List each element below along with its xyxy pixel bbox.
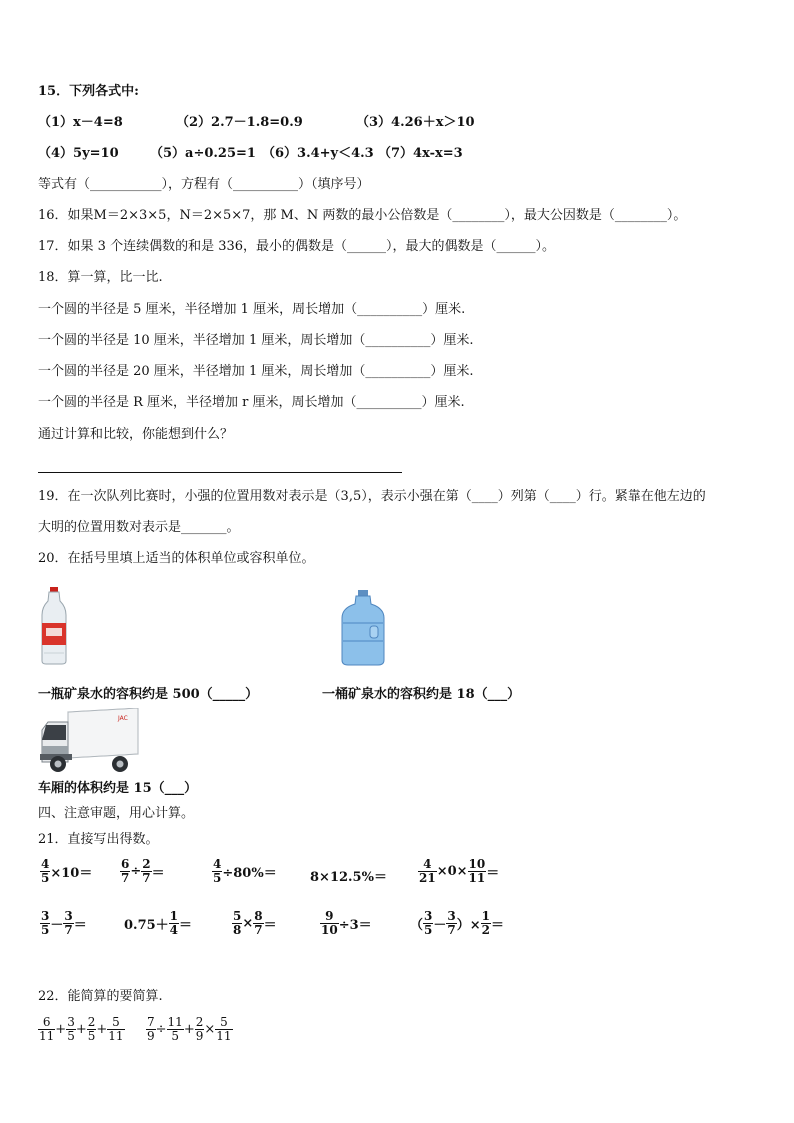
q15-item-7: （7）4x-x=3 xyxy=(378,146,463,161)
q18-line-1: 一个圆的半径是 5 厘米，半径增加 1 厘米，周长增加（__________）厘米. xyxy=(38,302,466,317)
q15-item-4: （4）5y=10 xyxy=(38,146,119,161)
q15-item-3: （3）4.26＋x＞10 xyxy=(356,115,475,130)
q15-item-5: （5）a÷0.25=1 xyxy=(150,146,256,161)
q22-title: 22．能简算的要简算. xyxy=(38,989,163,1004)
q21-r2-a: $\frac{3}{5}$ － $\frac{3}{7}$ ＝ xyxy=(41,909,87,937)
q18-title: 18．算一算，比一比. xyxy=(38,270,163,285)
water-jug-icon xyxy=(340,590,386,666)
q18-line-4: 一个圆的半径是 R 厘米，半径增加 r 厘米，周长增加（__________）厘米. xyxy=(38,395,465,410)
q18-line-3: 一个圆的半径是 20 厘米，半径增加 1 厘米，周长增加（__________）厘米. xyxy=(38,364,474,379)
q18-line-5: 通过计算和比较，你能想到什么？ xyxy=(38,427,234,442)
q21-title: 21．直接写出得数。 xyxy=(38,832,159,847)
truck-icon xyxy=(38,708,140,774)
q21-r2-d: $\frac{9}{10}$ ÷3＝ xyxy=(321,909,372,937)
q19-line-2: 大明的位置用数对表示是_______。 xyxy=(38,520,240,535)
q20-bottle-text: 一瓶矿泉水的容积约是 500（_____） xyxy=(38,687,259,702)
q22-expr-1: $\frac{6}{11}$ + $\frac{3}{5}$ + $\frac{2}{5}$ + $\frac{5}{11}$ xyxy=(39,1015,124,1043)
q18-line-2: 一个圆的半径是 10 厘米，半径增加 1 厘米，周长增加（__________）厘米. xyxy=(38,333,474,348)
q22-expr-2: $\frac{7}{9}$ ÷ $\frac{11}{5}$ + $\frac{2}{9}$ × $\frac{5}{11}$ xyxy=(147,1015,232,1043)
answer-rule xyxy=(38,472,402,473)
q17: 17．如果 3 个连续偶数的和是 336，最小的偶数是（______），最大的偶数是（______）。 xyxy=(38,239,556,254)
q15-item-6: （6）3.4+y＜4.3 xyxy=(262,146,374,161)
q15-item-1: （1）x－4=8 xyxy=(38,115,123,130)
section-4-heading: 四、注意审题，用心计算。 xyxy=(38,806,195,821)
q15-item-2: （2）2.7－1.8=0.9 xyxy=(176,115,303,130)
q21-r1-a: $\frac{4}{5}$ ×10＝ xyxy=(41,857,93,885)
q16: 16．如果M＝2×3×5，N＝2×5×7，那 M、N 两数的最小公倍数是（________），最大公因数是（________）。 xyxy=(38,208,687,223)
q21-r1-c: $\frac{4}{5}$ ÷80%＝ xyxy=(213,857,277,885)
q21-r1-b: $\frac{6}{7}$ ÷ $\frac{2}{7}$ ＝ xyxy=(121,857,165,885)
svg-text:JAC: JAC xyxy=(118,715,128,722)
q20-truck-text: 车厢的体积约是 15（___） xyxy=(38,781,198,796)
q20-jug-text: 一桶矿泉水的容积约是 18（___） xyxy=(322,687,521,702)
q19-line-1: 19．在一次队列比赛时，小强的位置用数对表示是（3,5），表示小强在第（____）列第（____）行。紧靠在他左边的 xyxy=(38,489,706,504)
q20-title: 20．在括号里填上适当的体积单位或容积单位。 xyxy=(38,551,315,566)
q15-title: 15．下列各式中: xyxy=(38,84,139,99)
q21-r2-c: $\frac{5}{8}$ × $\frac{8}{7}$ ＝ xyxy=(233,909,277,937)
q21-r2-b: 0.75＋ $\frac{1}{4}$ ＝ xyxy=(124,909,193,937)
water-bottle-icon xyxy=(40,587,68,665)
q21-r1-d: 8×12.5%＝ xyxy=(310,870,387,885)
q15-answer: 等式有（___________），方程有（__________）（填序号） xyxy=(38,177,370,192)
q21-r2-e: （ $\frac{3}{5}$ － $\frac{3}{7}$ ）× $\frac{1}{2}$ ＝ xyxy=(410,909,505,937)
q21-r1-e: $\frac{4}{21}$ ×0× $\frac{10}{11}$ ＝ xyxy=(419,857,500,885)
